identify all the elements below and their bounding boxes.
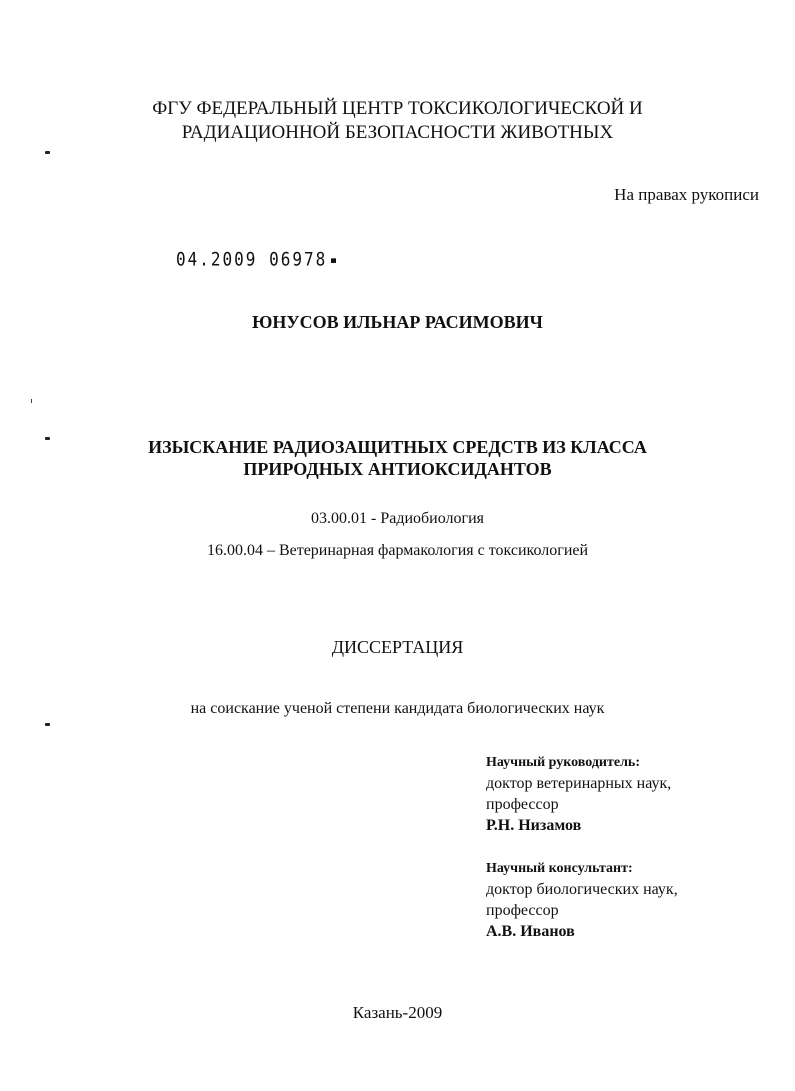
scan-mark	[31, 399, 32, 403]
stamp-number: 04.2009 06978	[176, 248, 328, 270]
document-type: ДИССЕРТАЦИЯ	[331, 637, 464, 657]
stamp-dot	[331, 258, 336, 263]
consultant-title: профессор	[486, 902, 559, 919]
supervisor-role: Научный руководитель:	[486, 755, 640, 770]
specialty-1: 03.00.01 - Радиобиология	[311, 510, 484, 527]
supervisor-name: Р.Н. Низамов	[486, 817, 582, 834]
supervisor-degree: доктор ветеринарных наук,	[486, 775, 672, 792]
title-line-1: ИЗЫСКАНИЕ РАДИОЗАЩИТНЫХ СРЕДСТВ ИЗ КЛАССА	[148, 437, 647, 457]
city-year: Казань-2009	[352, 1003, 443, 1022]
dissertation-title	[0, 436, 795, 480]
registration-stamp	[176, 248, 336, 270]
organization-line-1: ФГУ ФЕДЕРАЛЬНЫЙ ЦЕНТР ТОКСИКОЛОГИЧЕСКОЙ И	[152, 98, 643, 119]
author-name: ЮНУСОВ ИЛЬНАР РАСИМОВИЧ	[252, 312, 543, 332]
supervisor-block	[486, 752, 776, 836]
scan-mark	[45, 437, 50, 440]
title-line-2: ПРИРОДНЫХ АНТИОКСИДАНТОВ	[243, 459, 552, 479]
supervisor-title: профессор	[486, 796, 559, 813]
specialty-2: 16.00.04 – Ветеринарная фармакология с токсикологией	[206, 542, 589, 559]
scan-mark	[45, 723, 50, 726]
scan-mark	[45, 151, 50, 154]
consultant-role: Научный консультант:	[486, 861, 633, 876]
consultant-block	[486, 858, 776, 942]
degree-statement: на соискание ученой степени кандидата биологических наук	[190, 700, 605, 717]
consultant-degree: доктор биологических наук,	[486, 881, 678, 898]
consultant-name: А.В. Иванов	[486, 923, 575, 940]
rights-notice: На правах рукописи	[614, 185, 759, 204]
organization-line-2: РАДИАЦИОННОЙ БЕЗОПАСНОСТИ ЖИВОТНЫХ	[181, 122, 614, 143]
organization-name	[0, 97, 795, 145]
